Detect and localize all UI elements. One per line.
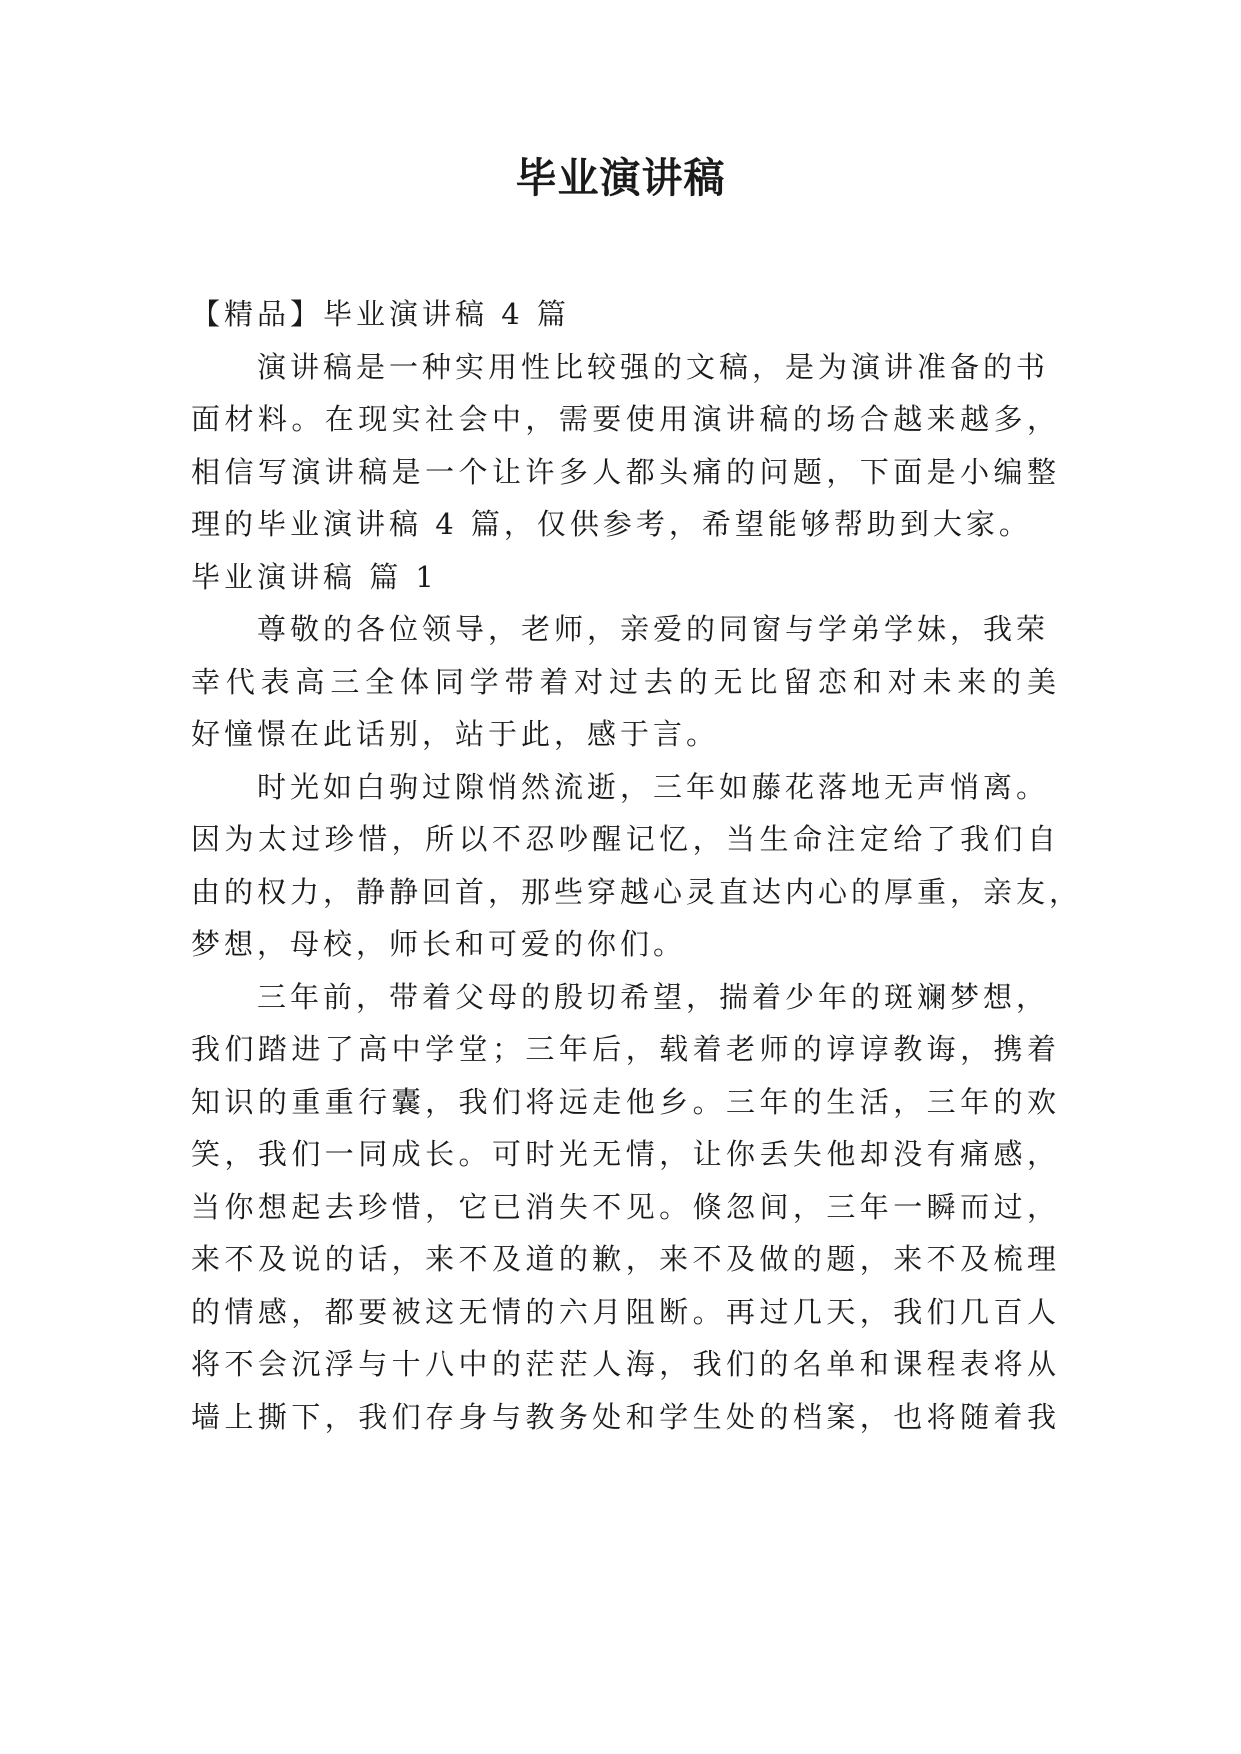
- paragraph-line: 来不及说的话，来不及道的歉，来不及做的题，来不及梳理: [191, 1242, 1060, 1276]
- paragraph-line: 理的毕业演讲稿 4 篇，仅供参考，希望能够帮助到大家。: [191, 507, 1032, 541]
- paragraph-line: 三年前，带着父母的殷切希望，揣着少年的斑斓梦想，: [257, 979, 1050, 1014]
- paragraph-line: 因为太过珍惜，所以不忍吵醒记忆，当生命注定给了我们自: [191, 822, 1060, 856]
- paragraph-line: 演讲稿是一种实用性比较强的文稿，是为演讲准备的书: [257, 349, 1050, 384]
- document-title: 毕业演讲稿: [515, 154, 726, 202]
- paragraph-line: 笑，我们一同成长。可时光无情，让你丢失他却没有痛感，: [191, 1137, 1060, 1171]
- paragraph-line: 的情感，都要被这无情的六月阻断。再过几天，我们几百人: [191, 1294, 1060, 1329]
- paragraph-line: 尊敬的各位领导，老师，亲爱的同窗与学弟学妹，我荣: [257, 612, 1050, 646]
- paragraph-line: 梦想，母校，师长和可爱的你们。: [191, 927, 687, 961]
- paragraph-line: 由的权力，静静回首，那些穿越心灵直达内心的厚重，亲友，: [191, 874, 1083, 909]
- paragraph-line: 幸代表高三全体同学带着对过去的无比留恋和对未来的美: [191, 664, 1060, 699]
- paragraph-line: 知识的重重行囊，我们将远走他乡。三年的生活，三年的欢: [191, 1084, 1060, 1119]
- paragraph-line: 时光如白驹过隙悄然流逝，三年如藤花落地无声悄离。: [257, 769, 1050, 804]
- subtitle-line: 【精品】毕业演讲稿 4 篇: [191, 297, 570, 331]
- paragraph-line: 我们踏进了高中学堂；三年后，载着老师的谆谆教诲，携着: [191, 1032, 1060, 1066]
- paragraph-line: 面材料。在现实社会中，需要使用演讲稿的场合越来越多，: [191, 402, 1060, 436]
- paragraph-line: 相信写演讲稿是一个让许多人都头痛的问题，下面是小编整: [191, 454, 1060, 489]
- document-body: [191, 288, 1083, 1443]
- paragraph-line: 将不会沉浮与十八中的茫茫人海，我们的名单和课程表将从: [191, 1347, 1060, 1381]
- section-heading: 毕业演讲稿 篇 1: [191, 559, 438, 594]
- paragraph-line: 当你想起去珍惜，它已消失不见。倏忽间，三年一瞬而过，: [191, 1189, 1060, 1224]
- paragraph-line: 好憧憬在此话别，站于此，感于言。: [191, 717, 720, 751]
- paragraph-line: 墙上撕下，我们存身与教务处和学生处的档案，也将随着我: [191, 1399, 1060, 1434]
